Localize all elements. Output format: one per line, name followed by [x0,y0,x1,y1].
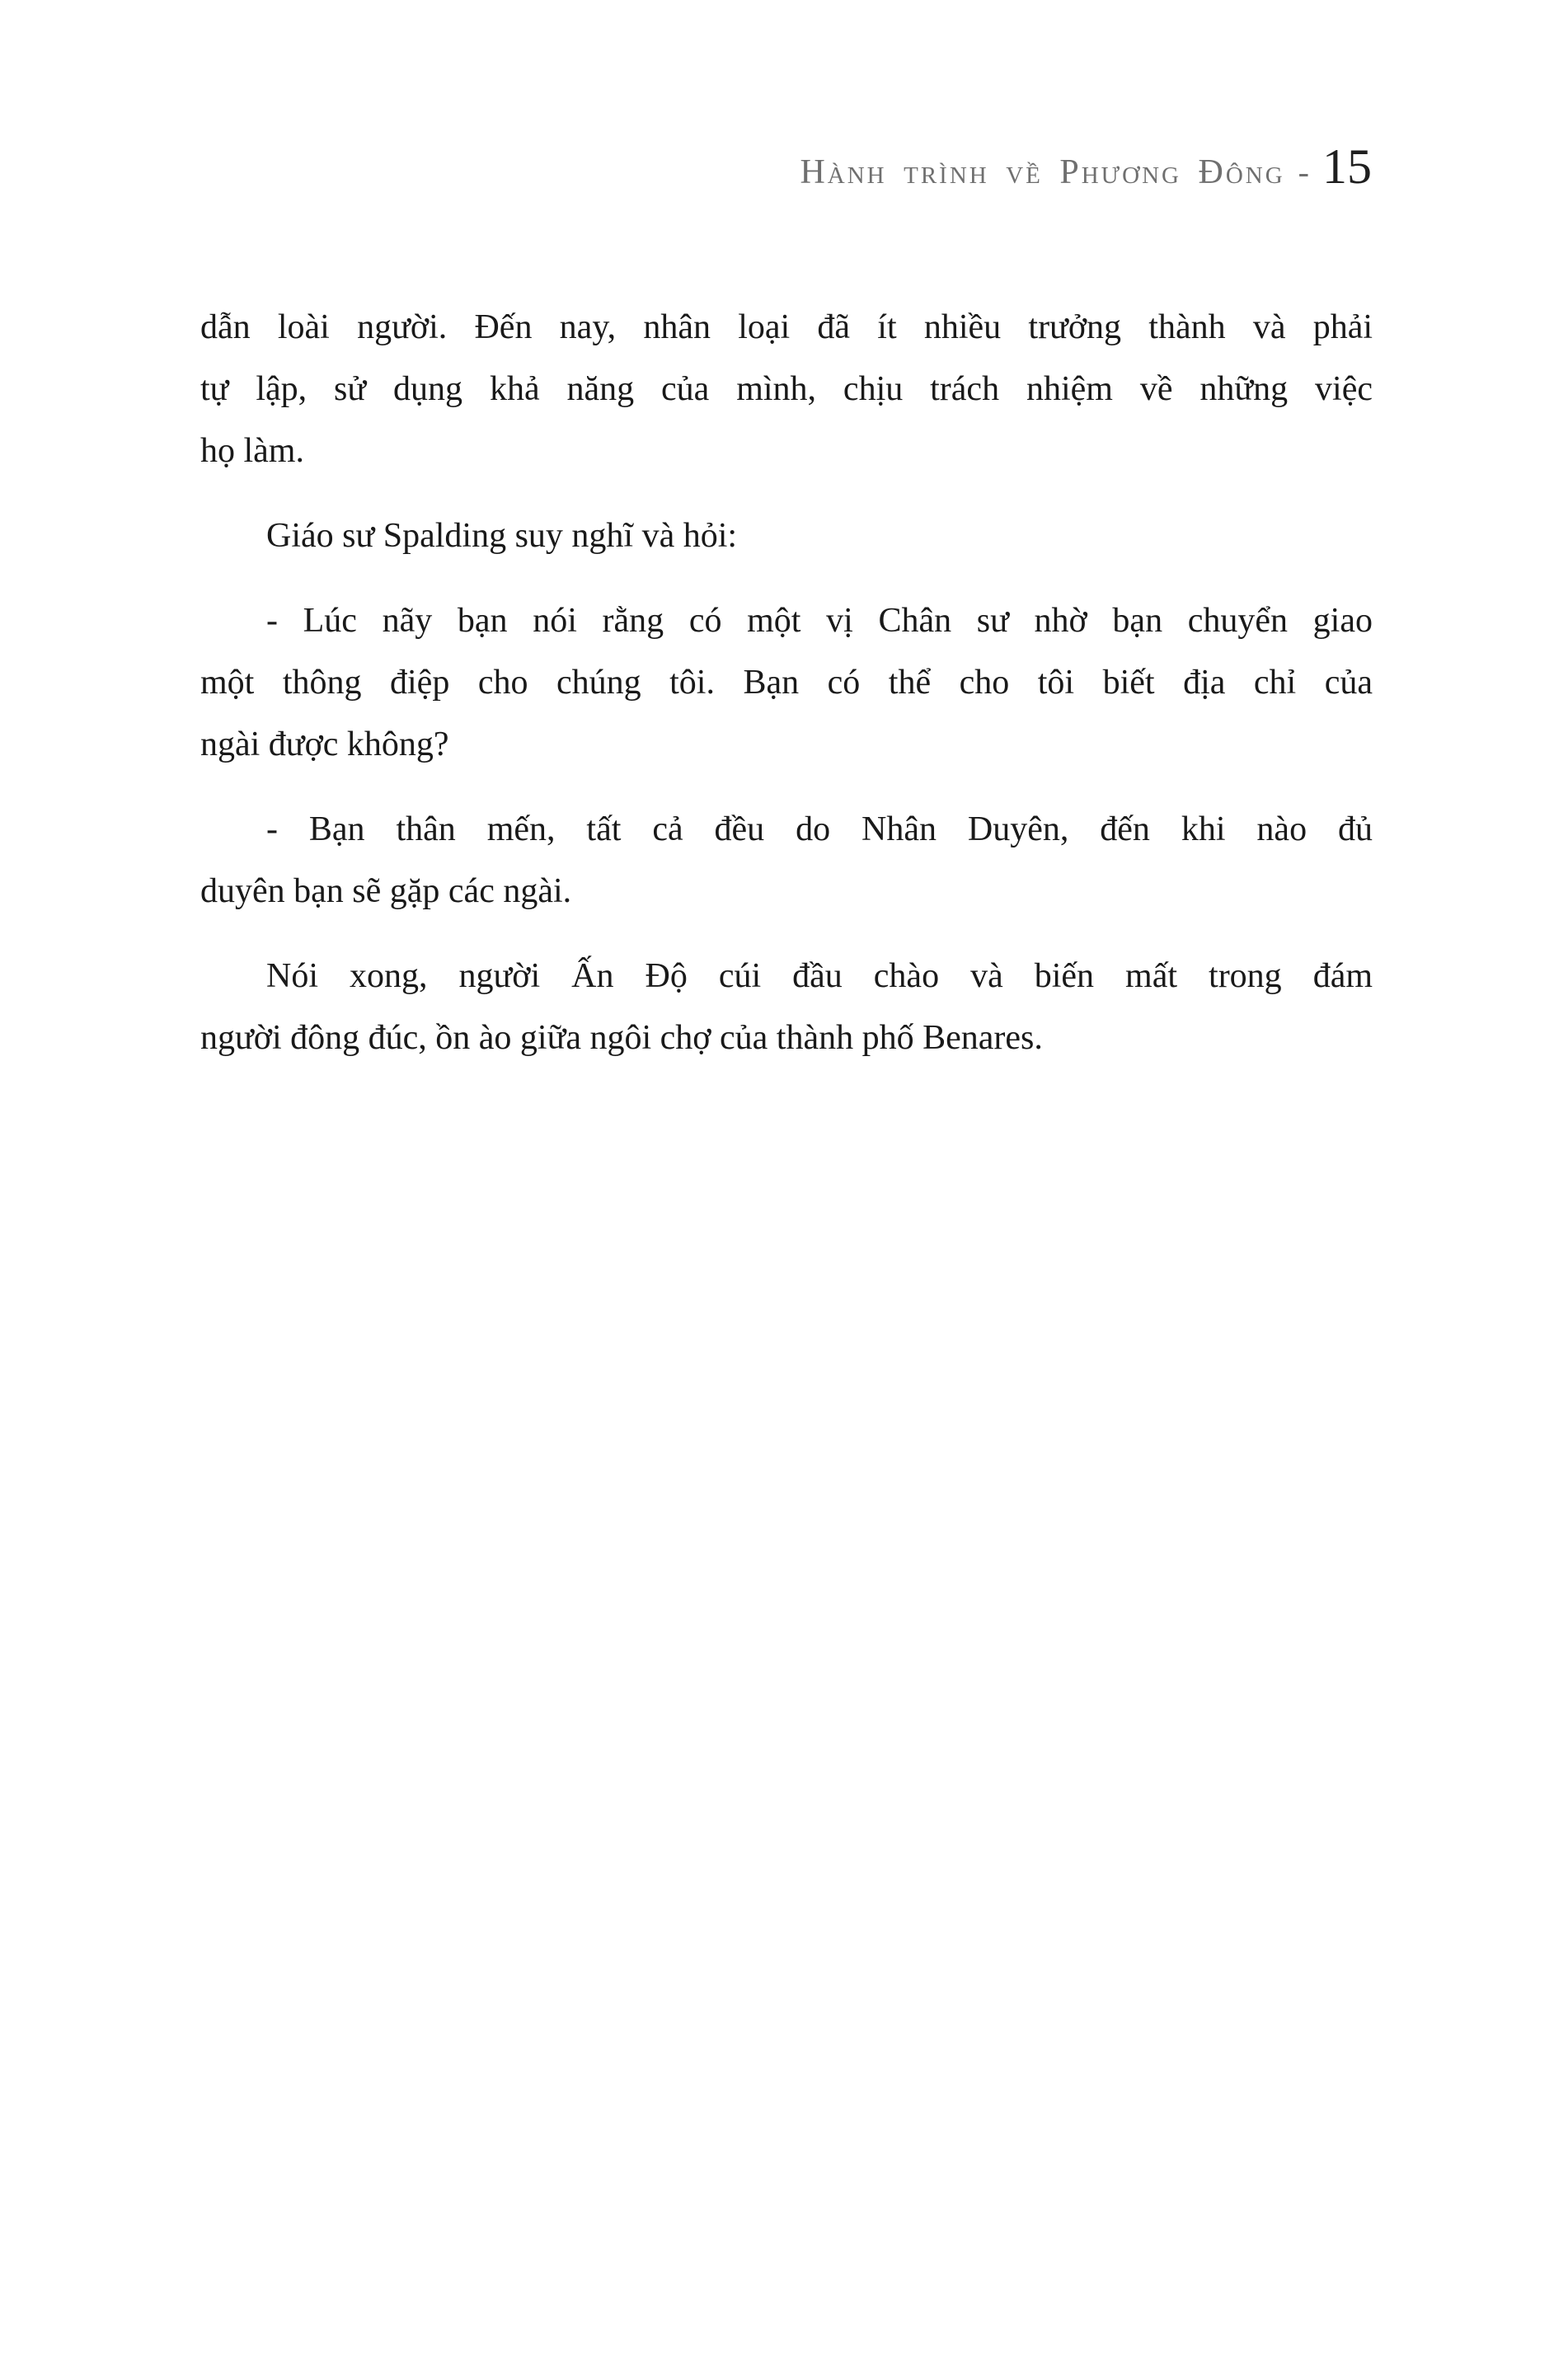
text-line: dẫn loài người. Đến nay, nhân loại đã ít nhiều trưởng thành và phải [200,308,1373,346]
paragraph [200,505,1373,567]
paragraph [200,590,1373,776]
text-line: họ làm. [200,432,304,470]
text-line: người đông đúc, ồn ào giữa ngôi chợ của thành phố Benares. [200,1019,1043,1057]
paragraph [200,297,1373,482]
text-line: ngài được không? [200,725,449,763]
paragraph [200,799,1373,923]
paragraph [200,946,1373,1069]
text-line: tự lập, sử dụng khả năng của mình, chịu trách nhiệm về những việc [200,370,1373,408]
text-line: Nói xong, người Ấn Độ cúi đầu chào và biến mất trong đám [266,957,1373,995]
book-title: Hành trình về Phương Đông [800,153,1285,191]
running-header [800,139,1372,195]
body-text [200,297,1373,1069]
text-line: duyên bạn sẽ gặp các ngài. [200,872,572,910]
text-line: - Bạn thân mến, tất cả đều do Nhân Duyên, đến khi nào đủ [266,810,1373,848]
header-separator: - [1298,153,1309,190]
page-number: 15 [1322,139,1372,194]
text-line: - Lúc nãy bạn nói rằng có một vị Chân sư nhờ bạn chuyển giao [266,602,1373,640]
text-line: Giáo sư Spalding suy nghĩ và hỏi: [266,517,738,555]
text-line: một thông điệp cho chúng tôi. Bạn có thể cho tôi biết địa chỉ của [200,664,1373,702]
